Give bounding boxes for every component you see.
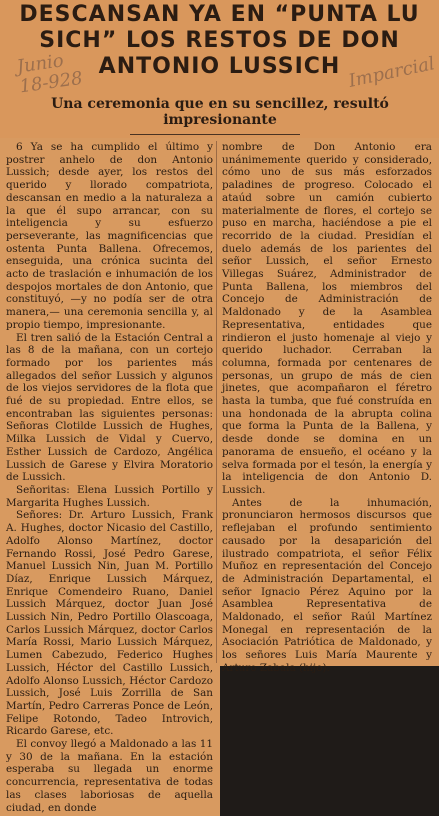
paragraph: 6 Ya se ha cumplido el último y postrer anhelo de don Antonio Lussich; desde ayer, los restos del querido y llorado compatriota, descansan en medio a la naturaleza a la que él supo arrancar, con su inteligencia y su esfuerzo perseverante, las magnificencias que ostenta Punta Ballena. Ofrecemos, enseguida, una crónica sucinta del acto de traslación e inhumación de los despojos mortales de don Antonio, que constituyó, —y no podía ser de otra manera,— una ceremonia sencilla y, al propio tiempo, impresionante. [6,141,213,331]
left-column [6,141,213,814]
headline-line-3: ANTONIO LUSSICH [98,54,341,79]
subheadline-rule [130,134,300,135]
subheadline: Una ceremonia que en su sencillez, resultó impresionante [51,96,389,128]
paragraph: Antes de la inhumación, pronunciaron hermosos discursos que reflejaban el profundo sentimiento causado por la desaparición del ilustrado compatriota, el señor Félix Muñoz en representación del Concejo de Administración Departamental, el señor Ignacio Pérez Aquino por la Asamblea Representativa de Maldonado, el señor Raúl Martínez Monegal en representación de la Asociación Patriótica de Maldonado, y los señores Luis María Maurente y Arturo Zabala (hijo). [222,496,432,674]
right-column [222,141,432,675]
paragraph: Señoritas: Elena Lussich Portillo y Margarita Hughes Lussich. [6,483,213,509]
torn-missing-corner [220,666,439,816]
headline-line-2: SICH” LOS RESTOS DE DON [39,28,400,53]
paragraph: Señores: Dr. Arturo Lussich, Frank A. Hughes, doctor Nicasio del Castillo, Adolfo Alonso Martínez, doctor Fernando Rossi, José Pedro Garese, Manuel Lussich Nin, Juan M. Portillo Díaz, Enrique Lussich Márquez, Enrique Comendeiro Ruano, Daniel Lussich Márquez, doctor Juan José Lussich Nin, Pedro Portillo Olascoaga, Carlos Lussich Márquez, doctor Carlos María Rossi, Mario Lussich Márquez, Lumen Cabezudo, Federico Hughes Lussich, Héctor del Castillo Lussich, Adolfo Alonso Lussich, Héctor Cardozo Lussich, José Luis Zorrilla de San Martín, Pedro Carreras Ponce de León, Felipe Rotondo, Tadeo Introvich, Ricardo Garese, etc. [6,509,213,738]
paragraph: El tren salió de la Estación Central a las 8 de la mañana, con un cortejo formado por los parientes más allegados del señor Lussich y algunos de los viejos servidores de la flota que fué de su propiedad. Entre ellos, se encontraban las siguientes personas: Señoras Clotilde Lussich de Hughes, Milka Lussich de Vidal y Cuervo, Esther Lussich de Cardozo, Angélica Lussich de Garese y Elvira Moratorio de Lussich. [6,331,213,484]
headline-line-1: DESCANSAN YA EN “PUNTA LU [19,2,420,27]
paragraph: El convoy llegó a Maldonado a las 11 y 30 de la mañana. En la estación esperaba su llegada un enorme concurrencia, representativa de todas las clases laboriosas de aquella ciudad, en donde [6,738,213,814]
paragraph: nombre de Don Antonio era unánimemente querido y considerado, cómo uno de sus más esforzados paladines de progreso. Colocado el ataúd sobre un camión cubierto materialmente de flores, el cortejo se puso en marcha, haciéndose a pie el recorrido de la ciudad. Presidían el duelo además de los parientes del señor Lussich, el señor Ernesto Villegas Suárez, Administrador de Punta Ballena, los miembros del Concejo de Administración de Maldonado y de la Asamblea Representativa, entidades que rindieron el justo homenaje al viejo y querido luchador. Cerraban la columna, formada por centenares de personas, un grupo de más de cien jinetes, que acompañaron el féretro hasta la tumba, que fué construída en una hondonada de la abrupta colina que forma la Punta de la Ballena, y desde donde se domina en un panorama de ensueño, el océano y la selva formada por el tesón, la energía y la inteligencia de don Antonio D. Lussich. [222,141,432,496]
handwritten-date: Junio 18-928 [15,50,84,98]
column-divider [216,141,217,663]
handwritten-source: Imparcial [346,53,437,92]
